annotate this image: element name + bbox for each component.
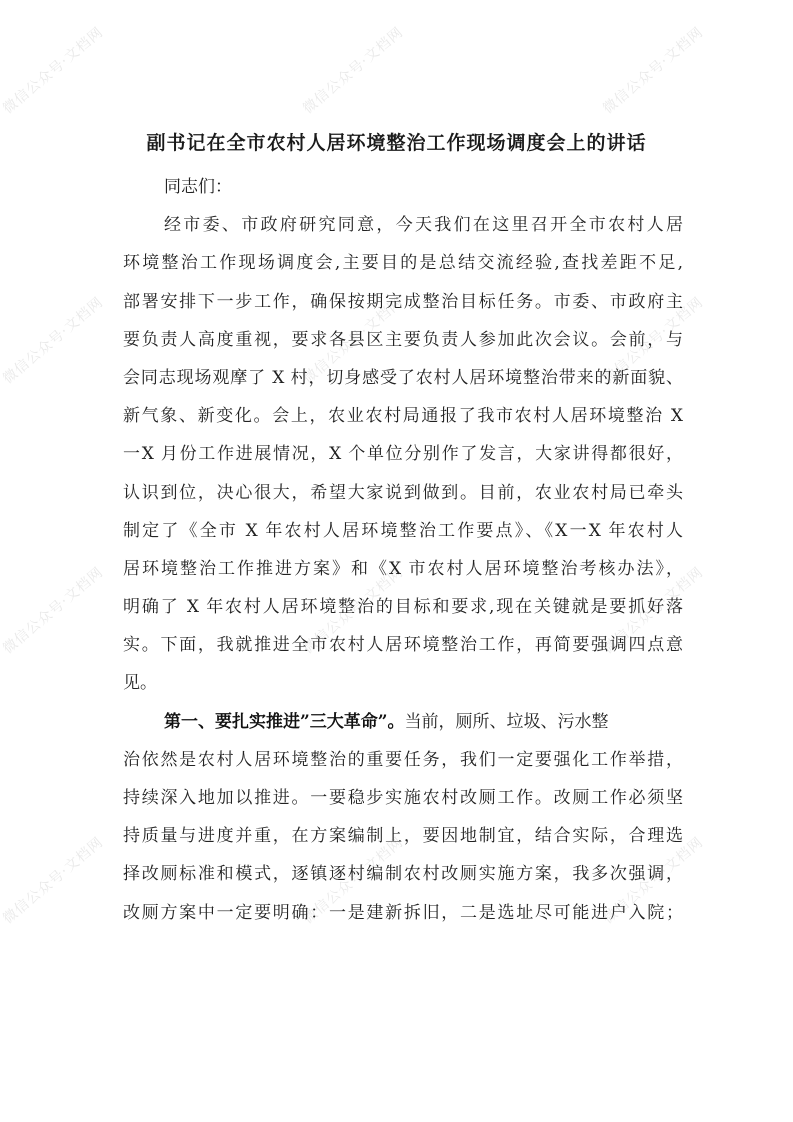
document-body xyxy=(123,168,683,932)
paragraph-line: 环境整治工作现场调度会,主要目的是总结交流经验,查找差距不足, xyxy=(123,253,683,274)
paragraph-line: 明确了 X 年农村人居环境整治的目标和要求,现在关键就是要抓好落 xyxy=(123,597,683,618)
document-title: 副书记在全市农村人居环境整治工作现场调度会上的讲话 xyxy=(146,132,647,154)
paragraph-line: 经市委、市政府研究同意，今天我们在这里召开全市农村人居 xyxy=(164,215,683,236)
paragraph-line: 持质量与进度并重，在方案编制上，要因地制宜，结合实际，合理选 xyxy=(123,826,683,847)
paragraph-line: 新气象、新变化。会上，农业农村局通报了我市农村人居环境整治 X xyxy=(123,406,683,427)
greeting: 同志们： xyxy=(164,177,232,197)
watermark-text: 微信公众号·文档网 xyxy=(600,294,707,388)
paragraph-line: 实。下面，我就推进全市农村人居环境整治工作，再简要强调四点意 xyxy=(123,635,683,656)
watermark-text: 微信公众号·文档网 xyxy=(300,24,407,118)
watermark-text: 微信公众号·文档网 xyxy=(600,24,707,118)
watermark-text: 微信公众号·文档网 xyxy=(300,564,407,658)
paragraph-line: 见。 xyxy=(123,673,157,694)
paragraph-line: 制定了《全市 X 年农村人居环境整治工作要点》、《X一X 年农村人 xyxy=(123,520,683,541)
paragraph-line: 治依然是农村人居环境整治的重要任务，我们一定要强化工作举措， xyxy=(123,749,683,770)
watermark-text: 微信公众号·文档网 xyxy=(600,564,707,658)
paragraph-line: 认识到位，决心很大，希望大家说到做到。目前，农业农村局已牵头 xyxy=(123,482,683,503)
watermark-text: 微信公众号·文档网 xyxy=(0,564,107,658)
section-heading-rest: 当前，厕所、垃圾、污水整 xyxy=(404,711,609,732)
paragraph-line: 会同志现场观摩了 X 村，切身感受了农村人居环境整治带来的新面貌、 xyxy=(123,367,683,388)
paragraph-line: 部署安排下一步工作，确保按期完成整治目标任务。市委、市政府主 xyxy=(123,291,683,312)
watermark-text: 微信公众号·文档网 xyxy=(0,294,107,388)
paragraph-line: 持续深入地加以推进。一要稳步实施农村改厕工作。改厕工作必须坚 xyxy=(123,788,683,808)
paragraph-line: 要负责人高度重视，要求各县区主要负责人参加此次会议。会前，与 xyxy=(123,329,683,350)
paragraph-line: 择改厕标准和模式，逐镇逐村编制农村改厕实施方案，我多次强调， xyxy=(123,864,683,885)
paragraph-line: 居环境整治工作推进方案》和《X 市农村人居环境整治考核办法》， xyxy=(123,558,683,579)
watermark-text: 微信公众号·文档网 xyxy=(300,294,407,388)
watermark-text: 微信公众号·文档网 xyxy=(600,834,707,928)
watermark-text: 微信公众号·文档网 xyxy=(0,834,107,928)
watermark-text: 微信公众号·文档网 xyxy=(0,24,107,118)
section-heading-line xyxy=(123,703,683,741)
paragraph-line: 改厕方案中一定要明确：一是建新拆旧，二是选址尽可能进户入院； xyxy=(123,902,683,923)
section-heading: 第一、要扎实推进”三大革命”。 xyxy=(164,711,405,732)
watermark-text: 微信公众号·文档网 xyxy=(300,834,407,928)
paragraph-line: 一X 月份工作进展情况，X 个单位分别作了发言，大家讲得都很好， xyxy=(123,444,683,465)
